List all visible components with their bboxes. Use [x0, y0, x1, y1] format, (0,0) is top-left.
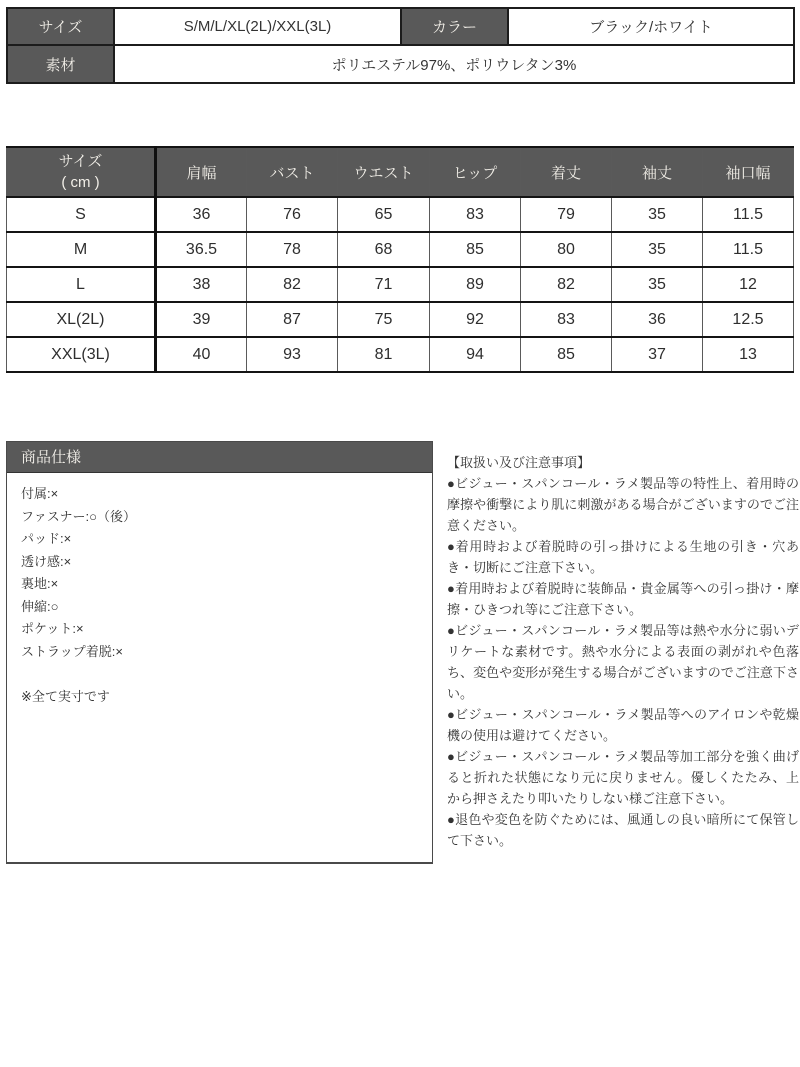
- spec-item-pocket: ポケット:×: [21, 621, 84, 636]
- table-row-s: [7, 197, 794, 232]
- table-row-xl: [7, 302, 794, 337]
- cell-value: 76: [247, 197, 338, 232]
- cell-value: 36: [156, 197, 247, 232]
- spec-item-pad: パッド:×: [21, 531, 72, 546]
- row-size-label: XXL(3L): [7, 337, 156, 372]
- col-header-hip: ヒップ: [430, 147, 521, 197]
- spec-item-accessory: 付属:×: [21, 486, 59, 501]
- cell-value: 93: [247, 337, 338, 372]
- cell-value: 82: [521, 267, 612, 302]
- cell-value: 85: [430, 232, 521, 267]
- size-cm-header-cell: [7, 147, 156, 197]
- size-chart-table: [6, 146, 794, 373]
- cell-value: 35: [612, 267, 703, 302]
- cell-value: 89: [430, 267, 521, 302]
- col-header-length: 着丈: [521, 147, 612, 197]
- cell-value: 65: [338, 197, 430, 232]
- size-value-cell: S/M/L/XL(2L)/XXL(3L): [114, 8, 401, 45]
- spec-item-fastener: ファスナー:○（後）: [21, 508, 136, 524]
- cell-value: 81: [338, 337, 430, 372]
- cell-value: 38: [156, 267, 247, 302]
- material-value-cell: ポリエステル97%、ポリウレタン3%: [114, 45, 794, 83]
- spec-box-title: 商品仕様: [7, 442, 432, 473]
- spec-box-body: [7, 473, 432, 719]
- notice-item: ●着用時および着脱時に装飾品・貴金属等への引っ掛け・摩擦・ひきつれ等にご注意下さい。: [447, 581, 799, 617]
- table-row-l: [7, 267, 794, 302]
- product-spec-box: [6, 441, 433, 864]
- cell-value: 11.5: [703, 232, 794, 267]
- info-row-material: [7, 45, 794, 83]
- notice-item: ●ビジュー・スパンコール・ラメ製品等へのアイロンや乾燥機の使用は避けてください。: [447, 707, 799, 743]
- row-size-label: L: [7, 267, 156, 302]
- cell-value: 35: [612, 232, 703, 267]
- cell-value: 83: [521, 302, 612, 337]
- cell-value: 37: [612, 337, 703, 372]
- cell-value: 83: [430, 197, 521, 232]
- product-info-table: [6, 7, 795, 84]
- cell-value: 40: [156, 337, 247, 372]
- spec-item-lining: 裏地:×: [21, 576, 59, 591]
- size-label-cell: サイズ: [7, 8, 114, 45]
- col-header-cuff: 袖口幅: [703, 147, 794, 197]
- notice-item: ●退色や変色を防ぐためには、風通しの良い暗所にて保管して下さい。: [447, 812, 799, 848]
- spec-item-sheerness: 透け感:×: [21, 553, 72, 569]
- cell-value: 94: [430, 337, 521, 372]
- row-size-label: XL(2L): [7, 302, 156, 337]
- spec-measurement-note: ※全て実寸です: [21, 689, 110, 704]
- cell-value: 39: [156, 302, 247, 337]
- notice-item: ●ビジュー・スパンコール・ラメ製品等の特性上、着用時の摩擦や衝撃により肌に刺激がある場合がございますのでご注意ください。: [447, 476, 799, 533]
- notice-item: ●ビジュー・スパンコール・ラメ製品等加工部分を強く曲げると折れた状態になり元に戻りません。優しくたたみ、上から押さえたり叩いたりしない様ご注意下さい。: [447, 749, 799, 806]
- cell-value: 36: [612, 302, 703, 337]
- cell-value: 71: [338, 267, 430, 302]
- color-label-cell: カラー: [401, 8, 508, 45]
- col-header-waist: ウエスト: [338, 147, 430, 197]
- cell-value: 36.5: [156, 232, 247, 267]
- table-row-m: [7, 232, 794, 267]
- info-row-size-color: [7, 8, 794, 45]
- cell-value: 92: [430, 302, 521, 337]
- handling-notices: [447, 452, 799, 851]
- cell-value: 80: [521, 232, 612, 267]
- cell-value: 12: [703, 267, 794, 302]
- cell-value: 87: [247, 302, 338, 337]
- cell-value: 35: [612, 197, 703, 232]
- cell-value: 68: [338, 232, 430, 267]
- cell-value: 78: [247, 232, 338, 267]
- color-value-cell: ブラック/ホワイト: [508, 8, 794, 45]
- cell-value: 13: [703, 337, 794, 372]
- cell-value: 11.5: [703, 197, 794, 232]
- table-row-xxl: [7, 337, 794, 372]
- notices-title: 【取扱い及び注意事項】: [447, 455, 591, 470]
- col-header-sleeve: 袖丈: [612, 147, 703, 197]
- material-label-cell: 素材: [7, 45, 114, 83]
- row-size-label: M: [7, 232, 156, 267]
- row-size-label: S: [7, 197, 156, 232]
- size-header-line2: ( cm ): [61, 174, 100, 191]
- col-header-bust: バスト: [247, 147, 338, 197]
- size-header-line1: サイズ: [58, 153, 103, 170]
- spec-item-strap: ストラップ着脱:×: [21, 643, 123, 659]
- size-chart-header-row: [7, 147, 794, 197]
- cell-value: 12.5: [703, 302, 794, 337]
- notice-item: ●着用時および着脱時の引っ掛けによる生地の引き・穴あき・切断にご注意下さい。: [447, 539, 799, 575]
- cell-value: 79: [521, 197, 612, 232]
- cell-value: 85: [521, 337, 612, 372]
- notice-item: ●ビジュー・スパンコール・ラメ製品等は熱や水分に弱いデリケートな素材です。熱や水分による表面の剥がれや色落ち、変色や変形が発生する場合がございますのでご注意下さい。: [447, 623, 799, 701]
- cell-value: 82: [247, 267, 338, 302]
- spec-item-stretch: 伸縮:○: [21, 598, 59, 614]
- cell-value: 75: [338, 302, 430, 337]
- col-header-shoulder: 肩幅: [156, 147, 247, 197]
